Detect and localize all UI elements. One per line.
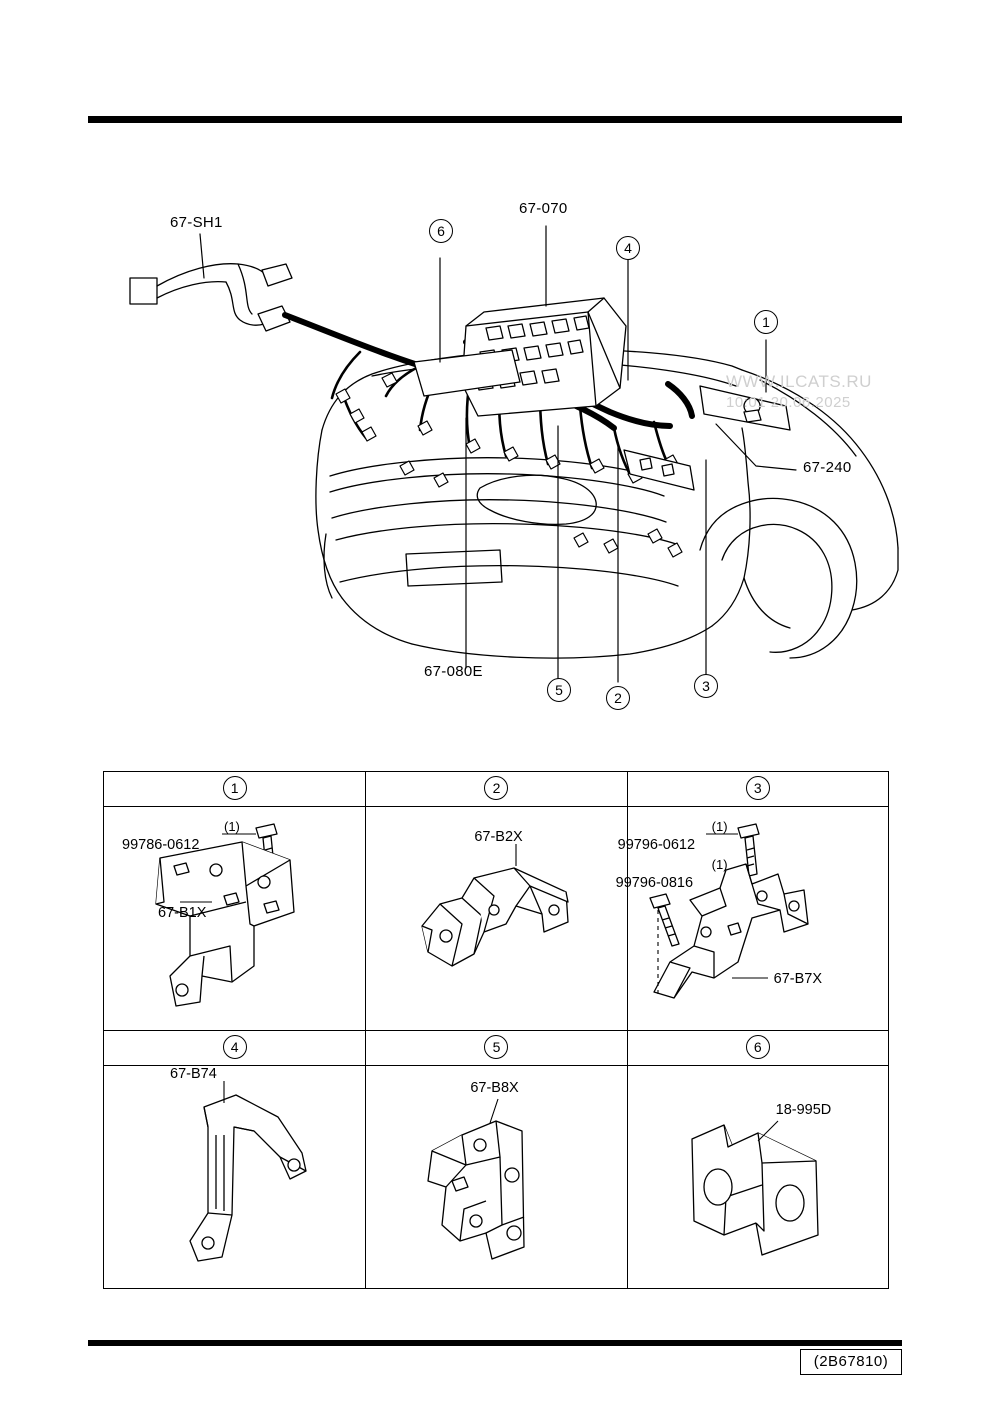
parts-cell-3-body xyxy=(615,806,888,1030)
parts-cell-6-body xyxy=(628,1065,888,1288)
bracket-67-b2x-shape xyxy=(422,868,568,966)
parts-cell-5-body xyxy=(366,1065,626,1288)
bolt-99796-0816-shape xyxy=(650,894,679,946)
marker-6: 6 xyxy=(429,219,453,243)
parts-cell-4-body xyxy=(104,1065,365,1288)
parts-label-67-b1x: 67-B1X xyxy=(158,905,207,921)
parts-cell-2-header xyxy=(366,772,626,807)
marker-5: 5 xyxy=(547,678,571,702)
parts-cell-1-body xyxy=(104,806,365,1030)
parts-detail-table xyxy=(103,771,889,1289)
callout-label-67-sh1: 67-SH1 xyxy=(170,214,223,231)
watermark-line1: WWW.ILCATS.RU xyxy=(726,372,872,391)
parts-cell-6-number: 6 xyxy=(746,1035,770,1059)
parts-cell-4 xyxy=(104,1031,365,1288)
parts-cell-3-number: 3 xyxy=(746,776,770,800)
marker-4: 4 xyxy=(616,236,640,260)
bracket-67-b1x-shape xyxy=(156,842,294,1006)
parts-label-67-b7x: 67-B7X xyxy=(773,971,823,987)
watermark-line2: 10:01 20.06.2025 xyxy=(726,394,851,411)
parts-cell-6-header xyxy=(628,1031,888,1066)
right-bracket-shape xyxy=(700,386,790,430)
parts-label-18-995d: 18-995D xyxy=(775,1102,832,1118)
parts-qty-99786-0612: (1) xyxy=(224,819,240,834)
parts-cell-5-number: 5 xyxy=(484,1035,508,1059)
parts-cell-3-header xyxy=(628,772,888,807)
callout-label-67-080e: 67-080E xyxy=(424,663,483,680)
marker-2: 2 xyxy=(606,686,630,710)
parts-label-67-b2x: 67-B2X xyxy=(474,829,523,845)
parts-table-row-2 xyxy=(104,1030,888,1288)
part-67-sh1-shape xyxy=(130,264,292,331)
parts-cell-2-body xyxy=(366,806,626,1030)
parts-cell-2-number: 2 xyxy=(484,776,508,800)
top-divider-rule xyxy=(88,116,902,123)
callout-label-67-240: 67-240 xyxy=(803,459,852,476)
parts-cell-1-header xyxy=(104,772,365,807)
parts-cell-4-header xyxy=(104,1031,365,1066)
parts-table-row-1 xyxy=(104,772,888,1030)
parts-cell-4-number: 4 xyxy=(223,1035,247,1059)
parts-label-67-b74: 67-B74 xyxy=(170,1066,217,1082)
callout-label-67-070: 67-070 xyxy=(519,200,568,217)
parts-cell-2 xyxy=(365,772,626,1030)
parts-qty-99796-0612: (1) xyxy=(711,819,728,834)
marker-1: 1 xyxy=(754,310,778,334)
parts-cell-6 xyxy=(627,1031,888,1288)
bracket-18-995d-shape xyxy=(692,1125,818,1255)
parts-cell-1 xyxy=(104,772,365,1030)
parts-qty-99796-0816: (1) xyxy=(711,857,728,872)
parts-cell-3 xyxy=(615,772,888,1030)
callout-leaders xyxy=(200,226,796,682)
bracket-67-b8x-shape xyxy=(428,1121,524,1259)
cell5-leaders xyxy=(490,1099,498,1123)
parts-label-99796-0816: 99796-0816 xyxy=(615,875,694,891)
parts-cell-5-header xyxy=(366,1031,626,1066)
bottom-divider-rule xyxy=(88,1340,902,1346)
bracket-67-b74-shape xyxy=(190,1095,306,1261)
parts-cell-5 xyxy=(365,1031,626,1288)
parts-label-67-b8x: 67-B8X xyxy=(470,1080,519,1096)
marker-3: 3 xyxy=(694,674,718,698)
front-beam-brackets xyxy=(624,450,694,490)
parts-label-99786-0612: 99786-0612 xyxy=(122,837,200,853)
figure-code: (2B67810) xyxy=(800,1349,902,1375)
parts-cell-1-number: 1 xyxy=(223,776,247,800)
parts-label-99796-0612: 99796-0612 xyxy=(617,837,696,853)
vehicle-illustration xyxy=(0,130,991,750)
